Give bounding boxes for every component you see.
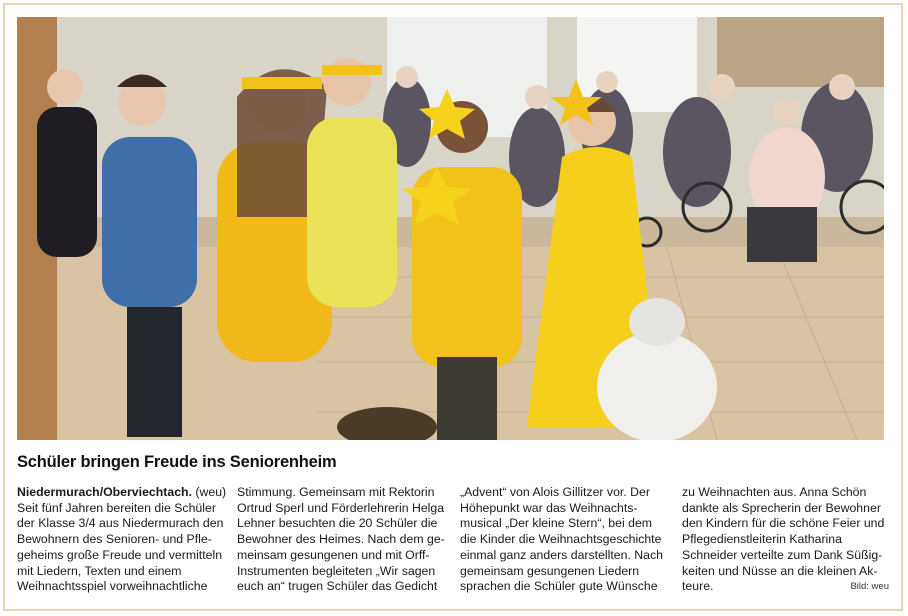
column-line: euch an“ trugen Schüler das Gedicht bbox=[237, 579, 438, 594]
column-line: den Kindern für die schöne Feier und bbox=[682, 516, 885, 531]
column-line: Schneider verteilte zum Dank Süßig- bbox=[682, 547, 883, 562]
article-headline: Schüler bringen Freude ins Seniorenheim bbox=[17, 453, 337, 471]
photo-credit: Bild: weu bbox=[850, 581, 889, 592]
column-line: sprachen die Schüler gute Wünsche bbox=[460, 579, 658, 594]
column-line: einmal ganz anders darstellten. Nach bbox=[460, 547, 664, 562]
column-line: zu Weihnachten aus. Anna Schön bbox=[682, 485, 867, 499]
column-line: Instrumenten begleiteten „Wir sagen bbox=[237, 563, 436, 578]
column-line: Lehner besuchten die 20 Schüler die bbox=[237, 516, 438, 531]
column-line: „Advent“ von Alois Gillitzer vor. Der bbox=[460, 485, 650, 499]
article-column-1 bbox=[17, 485, 227, 595]
column-line: Pflegedienstleiterin Katharina bbox=[682, 532, 842, 547]
column-line: die Kinder die Weihnachtsgeschichte bbox=[460, 532, 662, 547]
column-line: dankte als Sprecherin der Bewohner bbox=[682, 500, 881, 515]
article-column-2 bbox=[237, 485, 445, 595]
column-line: Seit fünf Jahren bereiten die Schüler bbox=[17, 500, 216, 515]
column-line: meinsam gesungenen und mit Orff- bbox=[237, 547, 430, 562]
column-line: Weihnachtsspiel vorweihnachtliche bbox=[17, 579, 208, 594]
column-line: gemeinsam gesungenen Liedern bbox=[460, 563, 640, 578]
column-line: Ortrud Sperl und Förderlehrerin Helga bbox=[237, 500, 445, 515]
column-line: der Klasse 3/4 aus Niedermurach den bbox=[17, 516, 224, 531]
column-line: Niedermurach/Oberviechtach. (weu) bbox=[17, 485, 227, 499]
column-line: Bewohner des Heimes. Nach dem ge- bbox=[237, 532, 445, 547]
article-photo bbox=[17, 17, 884, 440]
column-line: geheims große Freude und vermitteln bbox=[17, 547, 223, 562]
column-line: Stimmung. Gemeinsam mit Rektorin bbox=[237, 485, 435, 499]
column-line: mit Liedern, Texten und einem bbox=[17, 563, 182, 578]
article-column-3 bbox=[460, 485, 665, 595]
column-line: musical „Der kleine Stern“, bei dem bbox=[460, 516, 653, 531]
column-line: Bewohnern des Senioren- und Pfle- bbox=[17, 532, 212, 547]
article-column-4 bbox=[682, 485, 887, 595]
column-line: teure. bbox=[682, 579, 714, 594]
column-line: Höhepunkt war das Weihnachts- bbox=[460, 500, 638, 515]
article-dateline: Niedermurach/Oberviechtach. bbox=[17, 485, 192, 499]
article-body bbox=[17, 485, 885, 595]
column-line: keiten und Nüsse an die kleinen Ak- bbox=[682, 563, 878, 578]
